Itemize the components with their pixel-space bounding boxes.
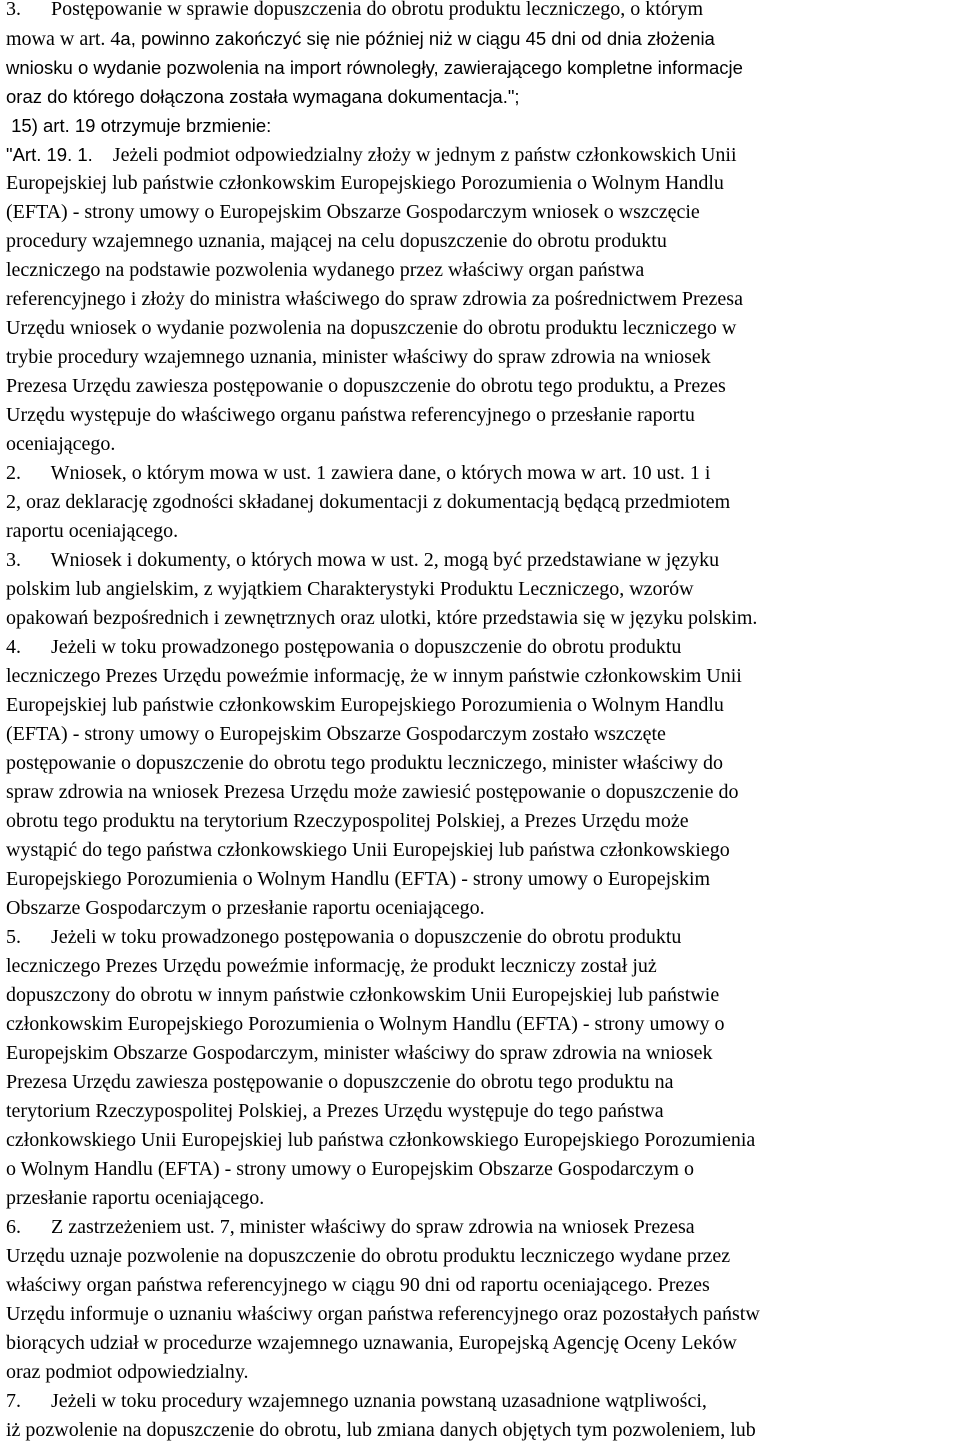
document-body xyxy=(6,0,952,1445)
text-line: biorących udział w procedurze wzajemnego uznawania, Europejską Agencję Oceny Leków xyxy=(6,1332,737,1354)
text-line: 3. Postępowanie w sprawie dopuszczenia do obrotu produktu leczniczego, o którym xyxy=(6,0,704,20)
text-line: Urzędu występuje do właściwego organu państwa referencyjnego o przesłanie raportu xyxy=(6,404,695,426)
text-run: "Art. 19. 1. xyxy=(6,144,93,165)
text-line: trybie procedury wzajemnego uznania, minister właściwy do spraw zdrowia na wniosek xyxy=(6,346,711,368)
text-line: wniosku o wydanie pozwolenia na import równoległy, zawierającego kompletne informacje xyxy=(6,57,743,78)
text-line: procedury wzajemnego uznania, mającej na celu dopuszczenie do obrotu produktu xyxy=(6,230,667,252)
text-line: członkowskiego Unii Europejskiej lub państwa członkowskiego Europejskiego Porozumienia xyxy=(6,1129,756,1151)
text-line: 6. Z zastrzeżeniem ust. 7, minister właściwy do spraw zdrowia na wniosek Prezesa xyxy=(6,1216,695,1238)
text-line: obrotu tego produktu na terytorium Rzeczypospolitej Polskiej, a Prezes Urzędu może xyxy=(6,810,689,832)
text-line: oraz do którego dołączona została wymagana dokumentacja."; xyxy=(6,86,520,107)
text-line: 3. Wniosek i dokumenty, o których mowa w ust. 2, mogą być przedstawiane w języku xyxy=(6,549,720,571)
text-line: (EFTA) - strony umowy o Europejskim Obszarze Gospodarczym zostało wszczęte xyxy=(6,723,666,745)
text-line: wystąpić do tego państwa członkowskiego Unii Europejskiej lub państwa członkowskiego xyxy=(6,839,730,861)
text-line: o Wolnym Handlu (EFTA) - strony umowy o Europejskim Obszarze Gospodarczym o xyxy=(6,1158,694,1180)
text-line xyxy=(6,140,952,169)
text-line: leczniczego Prezes Urzędu poweźmie informację, że produkt leczniczy został już xyxy=(6,955,657,977)
text-line: raportu oceniającego. xyxy=(6,520,179,542)
text-line: 4. Jeżeli w toku prowadzonego postępowania o dopuszczenie do obrotu produktu xyxy=(6,636,682,658)
text-line: referencyjnego i złoży do ministra właściwego do spraw zdrowia za pośrednictwem Prezesa xyxy=(6,288,743,310)
text-line: opakowań bezpośrednich i zewnętrznych oraz ulotki, które przedstawia się w języku polskim. xyxy=(6,607,758,629)
text-line: Europejskiej lub państwie członkowskim Europejskiego Porozumienia o Wolnym Handlu xyxy=(6,694,724,716)
text-line: 5. Jeżeli w toku prowadzonego postępowania o dopuszczenie do obrotu produktu xyxy=(6,926,682,948)
text-line: leczniczego Prezes Urzędu poweźmie informację, że w innym państwie członkowskim Unii xyxy=(6,665,742,687)
text-line: właściwy organ państwa referencyjnego w ciągu 90 dni od raportu oceniającego. Prezes xyxy=(6,1274,710,1296)
text-line: członkowskim Europejskiego Porozumienia o Wolnym Handlu (EFTA) - strony umowy o xyxy=(6,1013,725,1035)
text-line: przesłanie raportu oceniającego. xyxy=(6,1187,265,1209)
text-line: 7. Jeżeli w toku procedury wzajemnego uznania powstaną uzasadnione wątpliwości, xyxy=(6,1390,707,1412)
text-line: oraz podmiot odpowiedzialny. xyxy=(6,1361,249,1383)
text-line: 15) art. 19 otrzymuje brzmienie: xyxy=(6,115,272,136)
text-line: Prezesa Urzędu zawiesza postępowanie o dopuszczenie do obrotu tego produktu, a Prezes xyxy=(6,375,726,397)
text-line: Urzędu uznaje pozwolenie na dopuszczenie do obrotu produktu leczniczego wydane przez xyxy=(6,1245,731,1267)
text-line: Obszarze Gospodarczym o przesłanie raportu oceniającego. xyxy=(6,897,485,919)
text-run: mowa w art. 4 xyxy=(6,28,121,50)
text-line: 2. Wniosek, o którym mowa w ust. 1 zawiera dane, o których mowa w art. 10 ust. 1 i xyxy=(6,462,711,484)
text-line: Urzędu wniosek o wydanie pozwolenia na dopuszczenie do obrotu produktu leczniczego w xyxy=(6,317,737,339)
text-line xyxy=(6,24,952,53)
text-line: oceniającego. xyxy=(6,433,116,455)
text-line: polskim lub angielskim, z wyjątkiem Charakterystyki Produktu Leczniczego, wzorów xyxy=(6,578,694,600)
text-run: Jeżeli podmiot odpowiedzialny złoży w jednym z państw członkowskich Unii xyxy=(92,144,737,166)
text-line: iż pozwolenie na dopuszczenie do obrotu, lub zmiana danych objętych tym pozwoleniem, lub xyxy=(6,1419,756,1441)
text-line: postępowanie o dopuszczenie do obrotu tego produktu leczniczego, minister właściwy do xyxy=(6,752,724,774)
text-line: dopuszczony do obrotu w innym państwie członkowskim Unii Europejskiej lub państwie xyxy=(6,984,720,1006)
text-line: Europejskiego Porozumienia o Wolnym Handlu (EFTA) - strony umowy o Europejskim xyxy=(6,868,711,890)
text-line: leczniczego na podstawie pozwolenia wydanego przez właściwy organ państwa xyxy=(6,259,645,281)
text-line: spraw zdrowia na wniosek Prezesa Urzędu może zawiesić postępowanie o dopuszczenie do xyxy=(6,781,739,803)
text-line: Urzędu informuje o uznaniu właściwy organ państwa referencyjnego oraz pozostałych państw xyxy=(6,1303,760,1325)
text-line: Prezesa Urzędu zawiesza postępowanie o dopuszczenie do obrotu tego produktu na xyxy=(6,1071,674,1093)
text-run: a, powinno zakończyć się nie później niż w ciągu 45 dni od dnia złożenia xyxy=(120,28,715,49)
text-line: (EFTA) - strony umowy o Europejskim Obszarze Gospodarczym wniosek o wszczęcie xyxy=(6,201,700,223)
text-line: Europejskim Obszarze Gospodarczym, minister właściwy do spraw zdrowia na wniosek xyxy=(6,1042,713,1064)
text-line: 2, oraz deklarację zgodności składanej dokumentacji z dokumentacją będącą przedmiotem xyxy=(6,491,731,513)
text-line: terytorium Rzeczypospolitej Polskiej, a Prezes Urzędu występuje do tego państwa xyxy=(6,1100,664,1122)
text-line: Europejskiej lub państwie członkowskim Europejskiego Porozumienia o Wolnym Handlu xyxy=(6,172,724,194)
